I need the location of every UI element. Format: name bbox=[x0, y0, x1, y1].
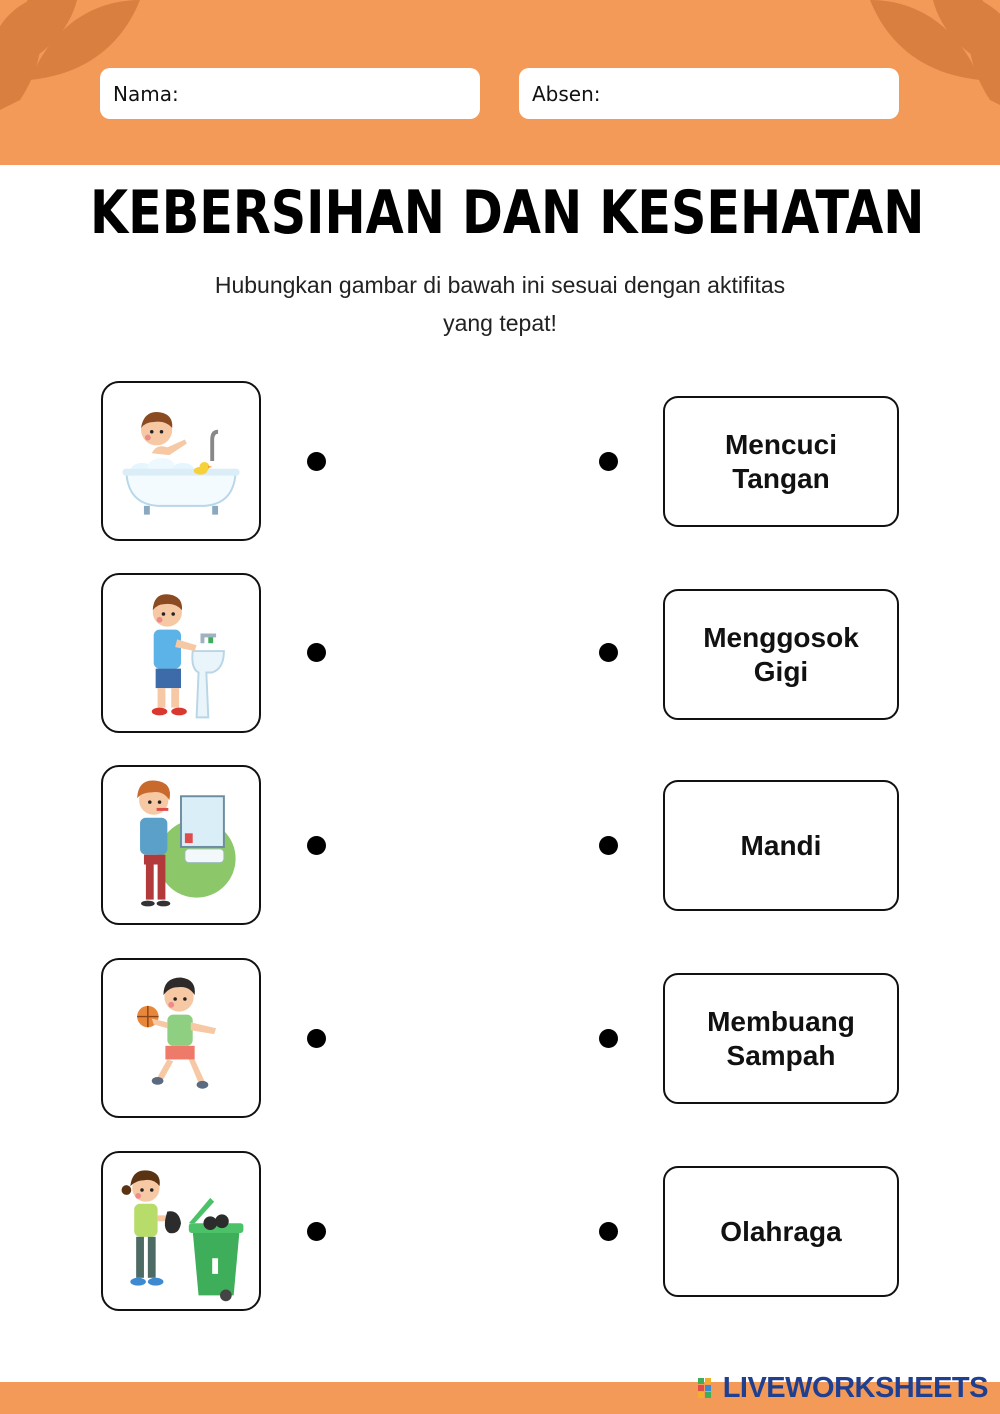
handwashing-child-icon bbox=[103, 575, 259, 731]
header-band bbox=[0, 0, 1000, 165]
picture-box-trash bbox=[101, 1151, 261, 1311]
word-box-mencuci-tangan bbox=[663, 396, 899, 527]
word-label: Olahraga bbox=[720, 1215, 842, 1247]
word-label: Mencuci Tangan bbox=[724, 428, 838, 494]
word-label: Menggosok Gigi bbox=[703, 621, 859, 687]
picture-box-toothbrushing bbox=[101, 765, 261, 925]
picture-box-bathing bbox=[101, 381, 261, 541]
name-label: Nama: bbox=[113, 81, 179, 106]
word-label: Mandi bbox=[740, 829, 822, 861]
left-dot-4[interactable] bbox=[307, 1029, 326, 1048]
liveworksheets-logo-icon bbox=[698, 1376, 720, 1402]
word-box-membuang-sampah bbox=[663, 973, 899, 1104]
right-dot-2[interactable] bbox=[599, 643, 618, 662]
left-dot-2[interactable] bbox=[307, 643, 326, 662]
word-label: Membuang Sampah bbox=[707, 1005, 855, 1071]
instruction-text: Hubungkan gambar di bawah ini sesuai dengan aktifitas yang tepat! bbox=[214, 272, 786, 336]
right-dot-4[interactable] bbox=[599, 1029, 618, 1048]
word-box-mandi bbox=[663, 780, 899, 911]
left-dot-5[interactable] bbox=[307, 1222, 326, 1241]
picture-box-basketball bbox=[101, 958, 261, 1118]
trash-child-icon bbox=[103, 1153, 259, 1309]
right-dot-5[interactable] bbox=[599, 1222, 618, 1241]
brand-text: LIVEWORKSHEETS bbox=[722, 1372, 988, 1404]
picture-box-handwashing bbox=[101, 573, 261, 733]
left-dot-1[interactable] bbox=[307, 452, 326, 471]
basketball-child-icon bbox=[103, 960, 259, 1116]
toothbrushing-child-icon bbox=[103, 767, 259, 923]
left-dot-3[interactable] bbox=[307, 836, 326, 855]
word-box-menggosok-gigi bbox=[663, 589, 899, 720]
right-dot-1[interactable] bbox=[599, 452, 618, 471]
right-dot-3[interactable] bbox=[599, 836, 618, 855]
absen-field[interactable] bbox=[519, 68, 899, 119]
liveworksheets-brand[interactable] bbox=[698, 1372, 988, 1405]
word-box-olahraga bbox=[663, 1166, 899, 1297]
page-title: KEBERSIHAN DAN KESEHATAN bbox=[90, 178, 925, 248]
name-field[interactable] bbox=[100, 68, 480, 119]
bathing-child-icon bbox=[103, 383, 259, 539]
absen-label: Absen: bbox=[532, 81, 601, 106]
